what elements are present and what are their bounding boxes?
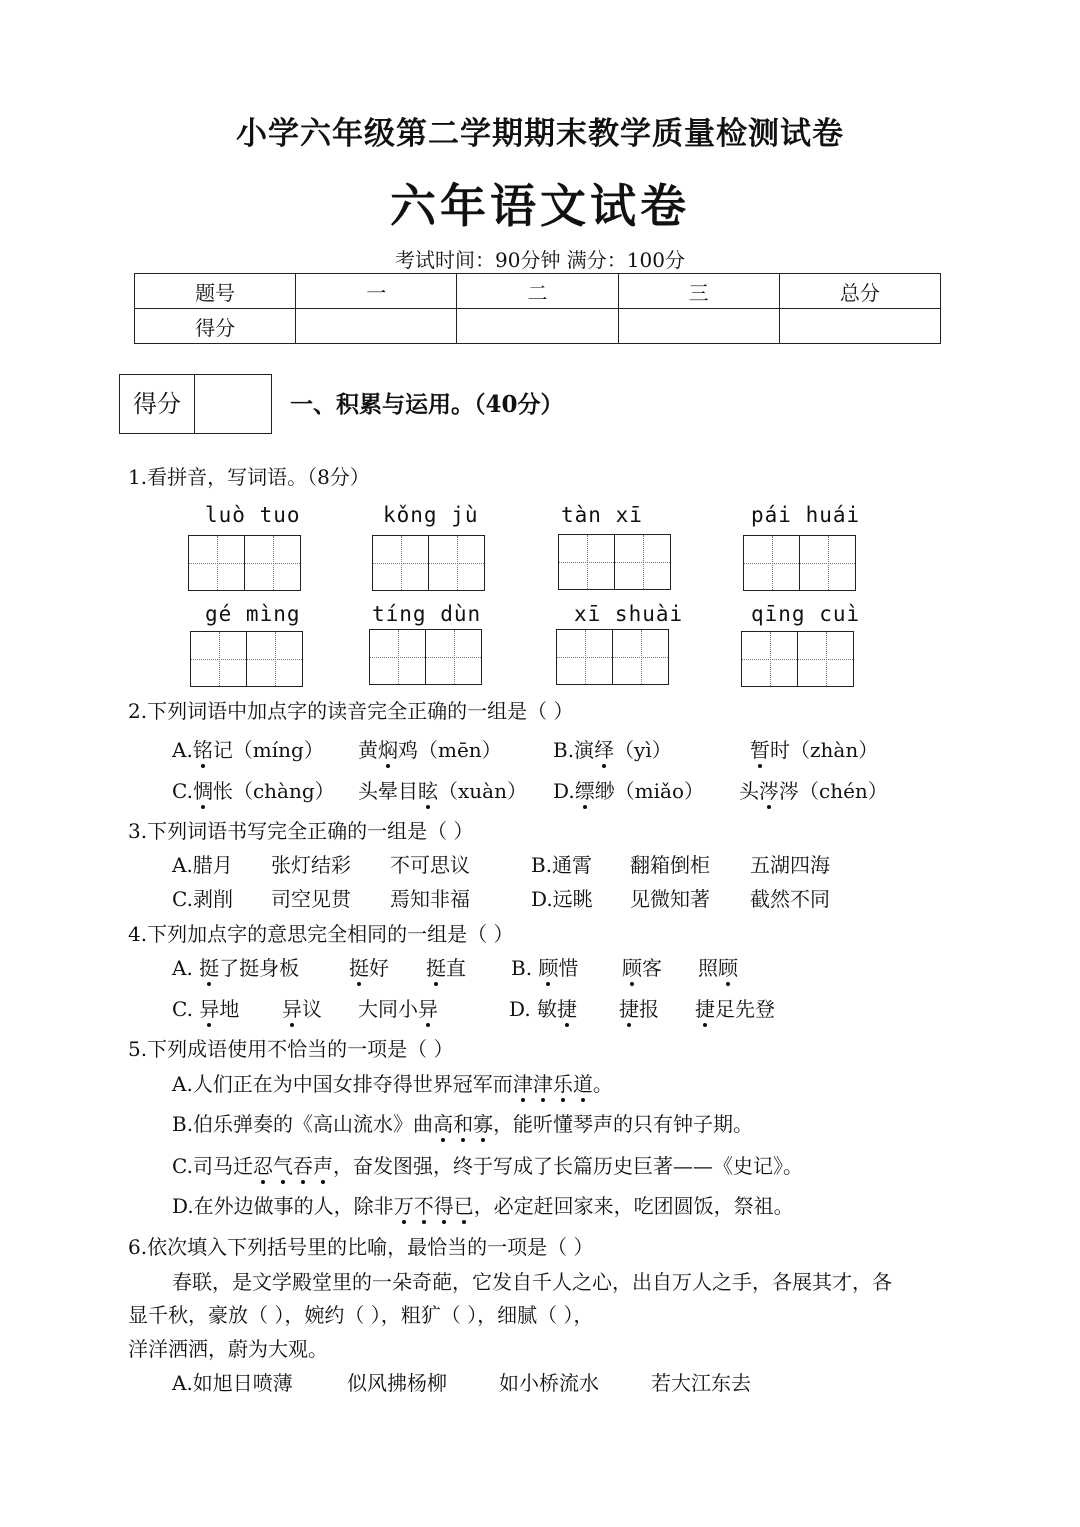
option-item[interactable]: C.剥削 — [172, 887, 233, 911]
writing-grid[interactable] — [556, 629, 669, 685]
option-text: 。 — [592, 1072, 613, 1096]
option-word — [622, 952, 662, 981]
option-prefix: D. — [553, 779, 575, 803]
option-text: （xuàn） — [438, 779, 527, 803]
question-2-prompt: 2.下列词语中加点字的读音完全正确的一组是（ ） — [128, 699, 574, 723]
writing-cell[interactable] — [799, 536, 855, 590]
option-text: 报 — [639, 997, 659, 1021]
section-heading: 一、积累与运用。（40分） — [290, 391, 564, 418]
question-5-prompt: 5.下列成语使用不恰当的一项是（ ） — [128, 1037, 454, 1061]
option-item[interactable] — [172, 952, 299, 981]
paragraph-line: 洋洋洒洒，蔚为大观。 — [128, 1337, 328, 1361]
dotted-character: 捷 — [619, 993, 639, 1022]
option-prefix: 黄 — [358, 738, 378, 762]
option-item[interactable] — [172, 993, 239, 1022]
option-item[interactable] — [172, 775, 335, 804]
exam-info: 考试时间：90分钟 满分：100分 — [395, 248, 685, 272]
question-4-prompt: 4.下列加点字的意思完全相同的一组是（ ） — [128, 922, 514, 946]
option-item[interactable] — [172, 1108, 753, 1137]
option-item[interactable] — [509, 993, 577, 1022]
question-3-prompt: 3.下列词语书写完全正确的一组是（ ） — [128, 819, 474, 843]
option-word: 焉知非福 — [390, 887, 470, 911]
option-item[interactable] — [553, 734, 672, 763]
dotted-character: 顾 — [718, 952, 738, 981]
writing-grid[interactable] — [190, 631, 303, 687]
dotted-character: 惆 — [193, 775, 213, 804]
dotted-character: 捷 — [695, 993, 715, 1022]
option-text: 记（míng） — [212, 738, 324, 762]
option-word — [695, 993, 775, 1022]
option-prefix: 头晕目 — [358, 779, 418, 803]
dotted-phrase — [433, 1112, 493, 1136]
dotted-character: 津 — [533, 1068, 553, 1097]
pinyin-label: pái huái — [751, 503, 861, 527]
option-text: 了挺身板 — [219, 956, 300, 980]
option-word — [349, 952, 389, 981]
option-prefix: C. — [172, 779, 193, 803]
writing-cell[interactable] — [559, 535, 614, 589]
option-text: 地 — [219, 997, 240, 1021]
score-table-header-row — [135, 274, 941, 309]
dotted-character: 眩 — [418, 775, 438, 804]
dotted-character: 已 — [454, 1190, 474, 1219]
option-item[interactable] — [172, 1068, 613, 1097]
dotted-phrase — [394, 1194, 474, 1218]
writing-cell[interactable] — [189, 536, 244, 590]
writing-grid[interactable] — [743, 535, 856, 591]
dotted-character: 挺 — [426, 952, 446, 981]
writing-cell[interactable] — [557, 630, 612, 684]
option-prefix: A. — [172, 956, 200, 980]
writing-grid[interactable] — [741, 631, 854, 687]
dotted-character: 异 — [418, 993, 438, 1022]
option-word: 截然不同 — [750, 887, 830, 911]
option-word: 见微知著 — [630, 887, 710, 911]
dotted-character: 异 — [199, 993, 219, 1022]
option-text: C.司马迁 — [172, 1154, 253, 1178]
option-text: ，必定赶回家来，吃团圆饭，祭祖。 — [473, 1194, 794, 1218]
dotted-character: 不 — [414, 1190, 434, 1219]
paragraph-line: 春联，是文学殿堂里的一朵奇葩，它发自千人之心，出自万人之手，各展其才，各 — [172, 1270, 892, 1294]
option-word: 若大江东去 — [651, 1371, 751, 1395]
writing-grid[interactable] — [372, 535, 485, 591]
dotted-character: 高 — [433, 1108, 453, 1137]
option-item[interactable]: A.如旭日喷薄 — [172, 1371, 293, 1395]
option-text: D.在外边做事的人，除非 — [172, 1194, 394, 1218]
dotted-character: 异 — [282, 993, 302, 1022]
dotted-character: 缥 — [575, 775, 595, 804]
dotted-character: 吞 — [293, 1150, 313, 1179]
option-prefix: B. — [511, 956, 539, 980]
option-prefix: C. — [172, 997, 200, 1021]
pinyin-label: tàn xī — [561, 503, 643, 527]
dotted-character: 得 — [434, 1190, 454, 1219]
writing-cell[interactable] — [244, 536, 300, 590]
option-text: 涔（chén） — [779, 779, 888, 803]
dotted-character: 铭 — [193, 734, 213, 763]
paragraph-line: 显千秋，豪放（ ），婉约（ ），粗犷（ ），细腻（ ）， — [128, 1303, 594, 1327]
dotted-phrase — [253, 1154, 333, 1178]
table-cell: 得分 — [135, 309, 296, 344]
option-text: A.人们正在为中国女排夺得世界冠军而 — [172, 1072, 513, 1096]
writing-cell[interactable] — [428, 536, 484, 590]
option-item[interactable]: A.腊月 — [172, 853, 233, 877]
dotted-character: 津 — [513, 1068, 533, 1097]
score-table — [134, 273, 941, 344]
table-cell: 一 — [296, 274, 457, 309]
section-score-box — [119, 374, 272, 434]
dotted-character: 和 — [453, 1108, 473, 1137]
option-text: B.伯乐弹奏的《高山流水》曲 — [172, 1112, 434, 1136]
writing-cell[interactable] — [370, 630, 425, 684]
dotted-character: 挺 — [349, 952, 369, 981]
option-word — [358, 993, 438, 1022]
paper-title: 六年语文试卷 — [390, 179, 690, 233]
option-text: 缈（miǎo） — [594, 779, 705, 803]
dotted-character: 乐 — [553, 1068, 573, 1097]
option-item — [739, 775, 888, 804]
option-item[interactable] — [553, 775, 704, 804]
table-cell: 二 — [457, 274, 618, 309]
dotted-character: 忍 — [253, 1150, 273, 1179]
writing-cell[interactable] — [614, 535, 670, 589]
writing-cell[interactable] — [373, 536, 428, 590]
option-word: 如小桥流水 — [499, 1371, 599, 1395]
option-text: 好 — [369, 956, 389, 980]
pinyin-label: xī shuài — [574, 602, 684, 626]
option-item[interactable] — [511, 952, 578, 981]
option-word: 司空见贯 — [271, 887, 351, 911]
option-word — [619, 993, 659, 1022]
pinyin-label: luò tuo — [205, 503, 301, 527]
school-title: 小学六年级第二学期期末教学质量检测试卷 — [236, 116, 844, 152]
dotted-character: 寡 — [473, 1108, 493, 1137]
option-word — [282, 993, 322, 1022]
table-cell: 总分 — [779, 274, 940, 309]
dotted-character: 声 — [313, 1150, 333, 1179]
dotted-character: 绎 — [594, 734, 614, 763]
option-text: （yì） — [614, 738, 672, 762]
option-text: 直 — [446, 956, 466, 980]
score-entry-cell[interactable] — [618, 309, 779, 344]
dotted-character: 气 — [273, 1150, 293, 1179]
score-entry-cell[interactable] — [296, 309, 457, 344]
option-text: 怅（chàng） — [212, 779, 335, 803]
option-item — [750, 734, 878, 763]
option-item — [358, 775, 527, 804]
writing-cell[interactable] — [612, 630, 668, 684]
writing-cell[interactable] — [246, 632, 302, 686]
dotted-character: 涔 — [759, 775, 779, 804]
option-item[interactable]: D.远眺 — [531, 887, 593, 911]
question-1-prompt: 1.看拼音，写词语。（8分） — [128, 465, 370, 489]
dotted-character: 顾 — [538, 952, 558, 981]
option-prefix: D. 敏 — [509, 997, 558, 1021]
writing-grid[interactable] — [369, 629, 482, 685]
score-entry-cell[interactable] — [457, 309, 618, 344]
option-text: 时（zhàn） — [770, 738, 879, 762]
writing-grid[interactable] — [188, 535, 301, 591]
dotted-character: 挺 — [199, 952, 219, 981]
question-6-prompt: 6.依次填入下列括号里的比喻，最恰当的一项是（ ） — [128, 1235, 594, 1259]
option-prefix: 照 — [698, 956, 718, 980]
score-table-score-row — [135, 309, 941, 344]
dotted-character: 焖 — [378, 734, 398, 763]
option-word — [698, 952, 738, 981]
table-cell: 三 — [618, 274, 779, 309]
option-word: 翻箱倒柜 — [630, 853, 710, 877]
pinyin-label: gé mìng — [205, 602, 301, 626]
option-text: 鸡（mēn） — [398, 738, 502, 762]
option-text: ，奋发图强，终于写成了长篇历史巨著——《史记》。 — [332, 1154, 803, 1178]
option-prefix: B.演 — [553, 738, 595, 762]
writing-cell[interactable] — [744, 536, 799, 590]
pinyin-label: qīng cuì — [751, 602, 861, 626]
writing-cell[interactable] — [191, 632, 246, 686]
dotted-character: 万 — [394, 1190, 414, 1219]
pinyin-label: kǒng jù — [383, 503, 479, 527]
section-score-label: 得分 — [120, 375, 195, 433]
dotted-character: 捷 — [557, 993, 577, 1022]
option-prefix: 头 — [739, 779, 759, 803]
option-word — [426, 952, 466, 981]
dotted-character: 道 — [573, 1068, 593, 1097]
option-word: 张灯结彩 — [271, 853, 351, 877]
pinyin-label: tíng dùn — [372, 602, 482, 626]
section-score-entry[interactable] — [195, 375, 271, 433]
option-text: 客 — [642, 956, 662, 980]
option-text: 议 — [302, 997, 322, 1021]
option-item[interactable]: B.通霄 — [531, 853, 593, 877]
dotted-character: 顾 — [622, 952, 642, 981]
dotted-phrase — [513, 1072, 593, 1096]
option-item — [358, 734, 502, 763]
option-item[interactable] — [172, 1150, 803, 1179]
option-text: ，能听懂琴声的只有钟子期。 — [493, 1112, 754, 1136]
writing-cell[interactable] — [742, 632, 797, 686]
option-text: 惜 — [558, 956, 579, 980]
option-word: 不可思议 — [390, 853, 470, 877]
writing-grid[interactable] — [558, 534, 671, 590]
score-entry-cell[interactable] — [779, 309, 940, 344]
table-cell: 题号 — [135, 274, 296, 309]
writing-cell[interactable] — [797, 632, 853, 686]
writing-cell[interactable] — [425, 630, 481, 684]
option-word: 五湖四海 — [750, 853, 830, 877]
option-word: 似风拂杨柳 — [347, 1371, 447, 1395]
option-prefix: 大同小 — [358, 997, 418, 1021]
dotted-character: 暂 — [750, 734, 770, 763]
option-item[interactable] — [172, 734, 324, 763]
option-item[interactable] — [172, 1190, 794, 1219]
option-text: 足先登 — [715, 997, 775, 1021]
option-prefix: A. — [172, 738, 193, 762]
